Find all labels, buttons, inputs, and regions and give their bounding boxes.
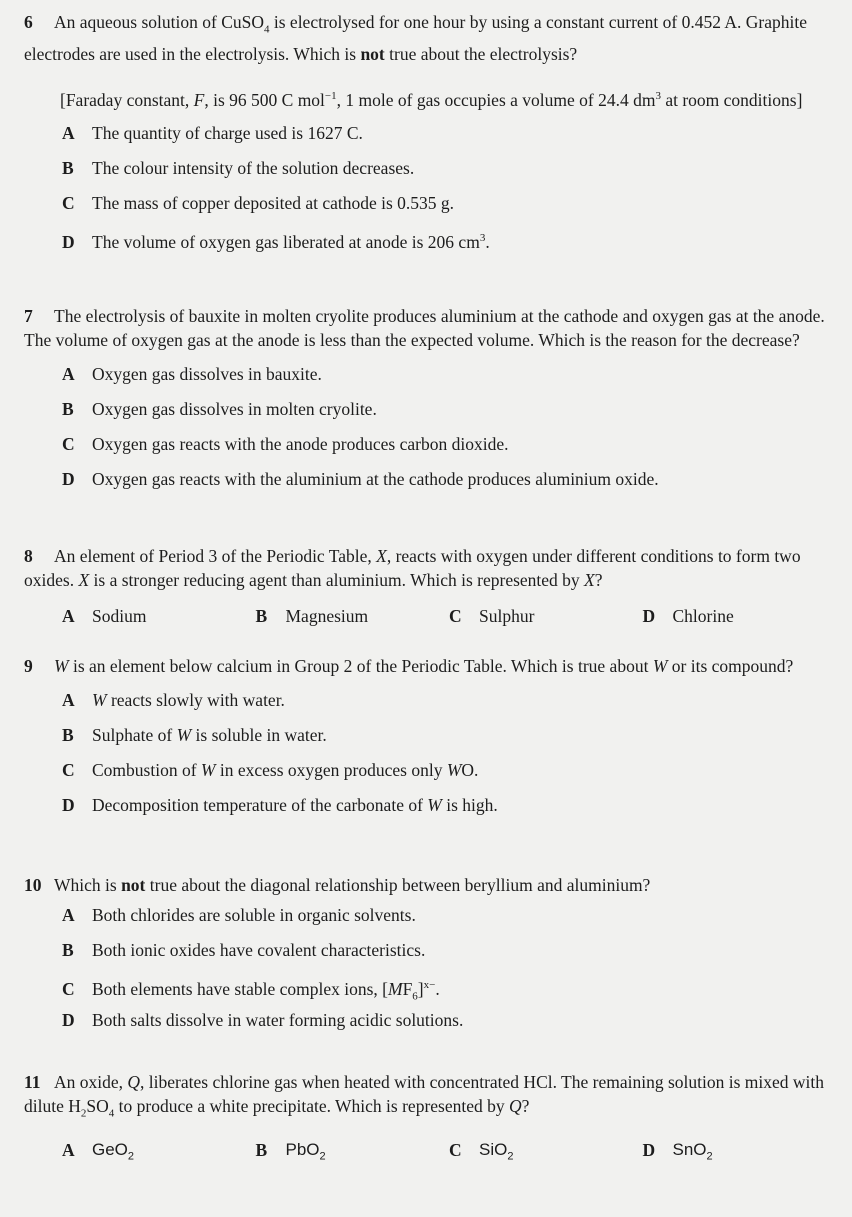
question-number: 11 xyxy=(24,1072,41,1092)
option-a: A Sodium xyxy=(62,606,147,626)
question-9-options xyxy=(24,688,836,828)
question-6-options xyxy=(24,121,836,261)
option-c: C Both elements have stable complex ions, $[MF_6]^{x-}$. xyxy=(62,978,440,1003)
question-number: 10 xyxy=(24,875,42,895)
question-6-stem: 6 An aqueous solution of CuSO$_4$ is electrolysed for one hour by using a constant current of 0.452 A. Graphite electrodes are used in the electrolysis. Which is not true about the electrolysis? xyxy=(24,12,808,64)
option-c: C SiO$_2$ xyxy=(449,1139,514,1162)
option-b: B PbO$_2$ xyxy=(255,1139,326,1162)
question-11-stem: 11 An oxide, Q, liberates chlorine gas when heated with concentrated HCl. The remaining solution is mixed with dilute $H_2SO_4$ to produce a white precipitate. Which is represented by Q? xyxy=(24,1072,824,1120)
question-11-options xyxy=(62,1138,836,1168)
option-c: C Sulphur xyxy=(449,606,535,626)
option-d: D Oxygen gas reacts with the aluminium at the cathode produces aluminium oxide. xyxy=(62,469,659,489)
option-d: D SnO$_2$ xyxy=(642,1139,713,1162)
option-c: C Oxygen gas reacts with the anode produces carbon dioxide. xyxy=(62,434,509,454)
question-number: 8 xyxy=(24,546,33,566)
option-a: A W reacts slowly with water. xyxy=(62,690,285,710)
question-8 xyxy=(24,544,836,628)
question-8-stem: 8 An element of Period 3 of the Periodic Table, X, reacts with oxygen under different conditions to form two oxides. X is a stronger reducing agent than aluminium. Which is represented by X? xyxy=(24,546,801,590)
option-d: D Chlorine xyxy=(642,606,734,626)
option-a: A Both chlorides are soluble in organic solvents. xyxy=(62,905,416,925)
question-10-options xyxy=(24,903,836,1043)
option-d: D Decomposition temperature of the carbonate of W is high. xyxy=(62,795,498,815)
question-9-stem: 9 W is an element below calcium in Group 2 of the Periodic Table. Which is true about W or its compound? xyxy=(24,656,794,676)
question-8-options xyxy=(62,604,836,628)
question-number: 6 xyxy=(24,12,33,32)
option-a: A Oxygen gas dissolves in bauxite. xyxy=(62,364,322,384)
option-c: C The mass of copper deposited at cathode is 0.535 g. xyxy=(62,193,455,214)
question-9 xyxy=(24,654,836,828)
option-a: A The quantity of charge used is 1627 C. xyxy=(62,123,363,144)
option-b: B Both ionic oxides have covalent characteristics. xyxy=(62,940,426,960)
question-7 xyxy=(24,304,836,502)
question-7-options xyxy=(24,362,836,502)
faraday-note: [Faraday constant, F, is 96 500 C mol$^{-1}$, 1 mole of gas occupies a volume of 24.4 $dm^3$ at room conditions] xyxy=(60,89,803,110)
option-d: D Both salts dissolve in water forming acidic solutions. xyxy=(62,1010,464,1030)
option-b: B The colour intensity of the solution decreases. xyxy=(62,158,415,179)
question-11 xyxy=(24,1070,836,1168)
option-a: A GeO$_2$ xyxy=(62,1139,135,1162)
question-10-stem: 10 Which is not true about the diagonal relationship between beryllium and aluminium? xyxy=(24,875,651,895)
option-b: B Oxygen gas dissolves in molten cryolite. xyxy=(62,399,377,419)
option-b: B Sulphate of W is soluble in water. xyxy=(62,725,327,745)
option-b: B Magnesium xyxy=(255,606,369,626)
question-7-stem: 7 The electrolysis of bauxite in molten cryolite produces aluminium at the cathode and oxygen gas at the anode. The volume of oxygen gas at the anode is less than the expected volume. Which is the reason for the decrease? xyxy=(24,306,825,350)
question-number: 7 xyxy=(24,306,33,326)
question-6 xyxy=(24,10,836,261)
question-10 xyxy=(24,873,836,1043)
question-number: 9 xyxy=(24,656,33,676)
option-d: D The volume of oxygen gas liberated at anode is 206 $cm^3$. xyxy=(62,232,490,253)
option-c: C Combustion of W in excess oxygen produces only WO. xyxy=(62,760,479,780)
